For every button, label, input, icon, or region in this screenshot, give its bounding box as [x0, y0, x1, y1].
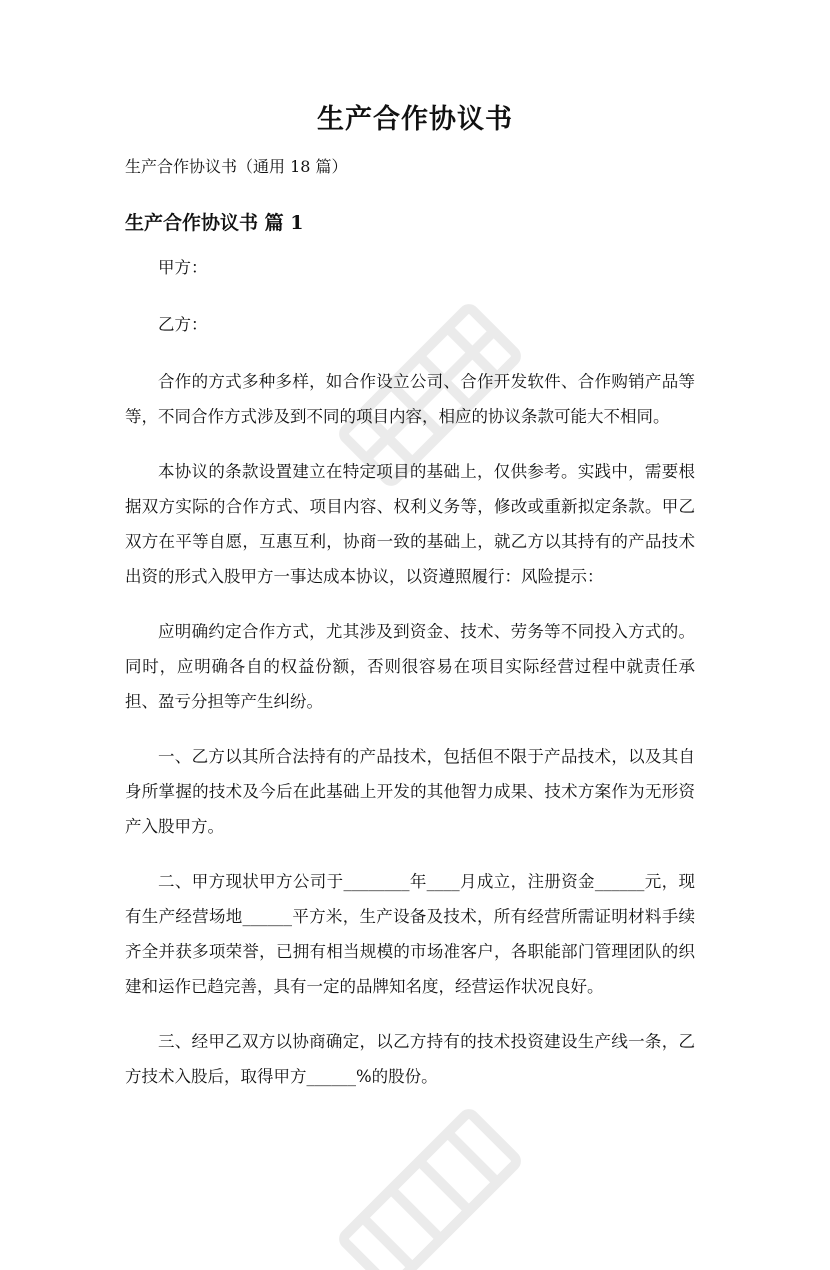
document-body [125, 250, 695, 1114]
party-a-line: 甲方： [158, 258, 208, 277]
clause-one: 一、乙方以其所合法持有的产品技术，包括但不限于产品技术，以及其自身所掌握的技术及今后在此基础上开发的其他智力成果、技术方案作为无形资产入股甲方。 [125, 747, 695, 836]
paragraph-risk-note: 应明确约定合作方式，尤其涉及到资金、技术、劳务等不同投入方式的。同时，应明确各自的权益份额，否则很容易在项目实际经营过程中就责任承担、盈亏分担等产生纠纷。 [125, 622, 695, 711]
paragraph-cooperation-methods: 合作的方式多种多样，如合作设立公司、合作开发软件、合作购销产品等等，不同合作方式涉及到不同的项目内容，相应的协议条款可能大不相同。 [125, 372, 695, 426]
document-subtitle: 生产合作协议书（通用 18 篇） [125, 157, 348, 176]
paragraph-agreement-basis: 本协议的条款设置建立在特定项目的基础上，仅供参考。实践中，需要根据双方实际的合作方式、项目内容、权利义务等，修改或重新拟定条款。甲乙双方在平等自愿，互惠互利，协商一致的基础上，就乙方以其持有的产品技术出资的形式入股甲方一事达成本协议，以资遵照履行：风险提示： [125, 462, 695, 586]
section-heading: 生产合作协议书 篇 1 [125, 212, 304, 234]
party-b-line: 乙方： [158, 315, 208, 334]
document-title: 生产合作协议书 [317, 104, 513, 135]
clause-two: 二、甲方现状甲方公司于________年____月成立，注册资金______元，现有生产经营场地______平方米，生产设备及技术，所有经营所需证明材料手续齐全并获多项荣誉，已拥有相当规模的市场准客户，各职能部门管理团队的织建和运作已趋完善，具有一定的品牌知名度，经营运作状况良好。 [125, 872, 695, 996]
clause-three: 三、经甲乙双方以协商确定，以乙方持有的技术投资建设生产线一条，乙方技术入股后，取得甲方______%的股份。 [125, 1032, 695, 1086]
